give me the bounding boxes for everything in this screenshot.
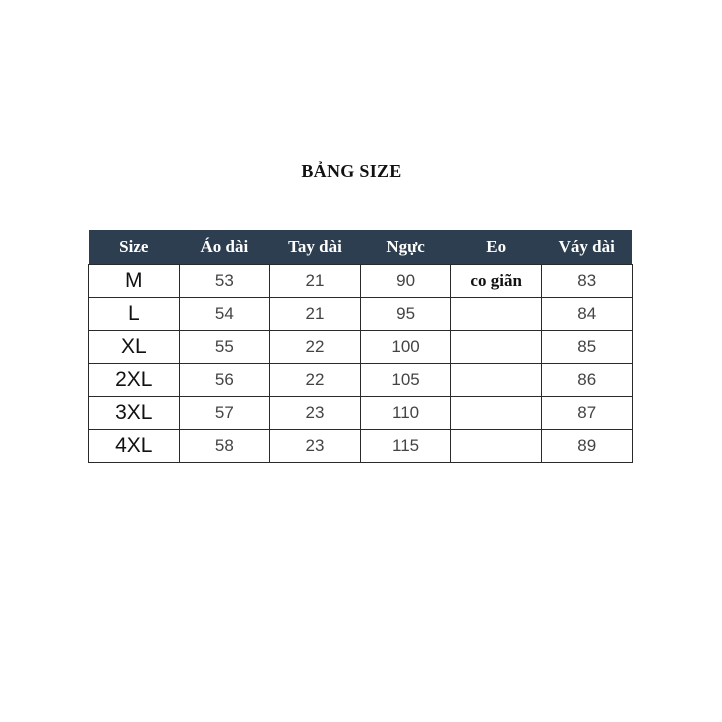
eo-cell [451,397,542,430]
header-size: Size [89,230,180,265]
size-cell: 2XL [89,364,180,397]
header-vay-dai: Váy dài [541,230,632,265]
ao-dai-cell: 57 [179,397,270,430]
size-cell: 4XL [89,430,180,463]
table-row [89,430,633,463]
tay-dai-cell: 21 [270,298,361,331]
table-header-row [89,230,633,265]
vay-dai-cell: 89 [541,430,632,463]
vay-dai-cell: 87 [541,397,632,430]
vay-dai-cell: 86 [541,364,632,397]
tay-dai-cell: 22 [270,331,361,364]
ao-dai-cell: 58 [179,430,270,463]
nguc-cell: 105 [360,364,451,397]
vay-dai-cell: 85 [541,331,632,364]
tay-dai-cell: 23 [270,430,361,463]
tay-dai-cell: 22 [270,364,361,397]
header-tay-dai: Tay dài [270,230,361,265]
ao-dai-cell: 56 [179,364,270,397]
ao-dai-cell: 53 [179,265,270,298]
table-row [89,331,633,364]
size-cell: M [89,265,180,298]
ao-dai-cell: 55 [179,331,270,364]
ao-dai-cell: 54 [179,298,270,331]
header-nguc: Ngực [360,230,451,265]
size-cell: 3XL [89,397,180,430]
eo-cell [451,364,542,397]
nguc-cell: 95 [360,298,451,331]
size-cell: L [89,298,180,331]
nguc-cell: 100 [360,331,451,364]
table-row [89,265,633,298]
eo-cell [451,331,542,364]
table-row [89,298,633,331]
nguc-cell: 90 [360,265,451,298]
eo-cell [451,430,542,463]
nguc-cell: 115 [360,430,451,463]
tay-dai-cell: 21 [270,265,361,298]
eo-cell: co giãn [451,265,542,298]
vay-dai-cell: 84 [541,298,632,331]
table-row [89,364,633,397]
header-ao-dai: Áo dài [179,230,270,265]
size-chart-table [88,230,633,463]
eo-cell [451,298,542,331]
header-eo: Eo [451,230,542,265]
page-title: BẢNG SIZE [301,161,402,181]
table-row [89,397,633,430]
vay-dai-cell: 83 [541,265,632,298]
size-cell: XL [89,331,180,364]
tay-dai-cell: 23 [270,397,361,430]
nguc-cell: 110 [360,397,451,430]
